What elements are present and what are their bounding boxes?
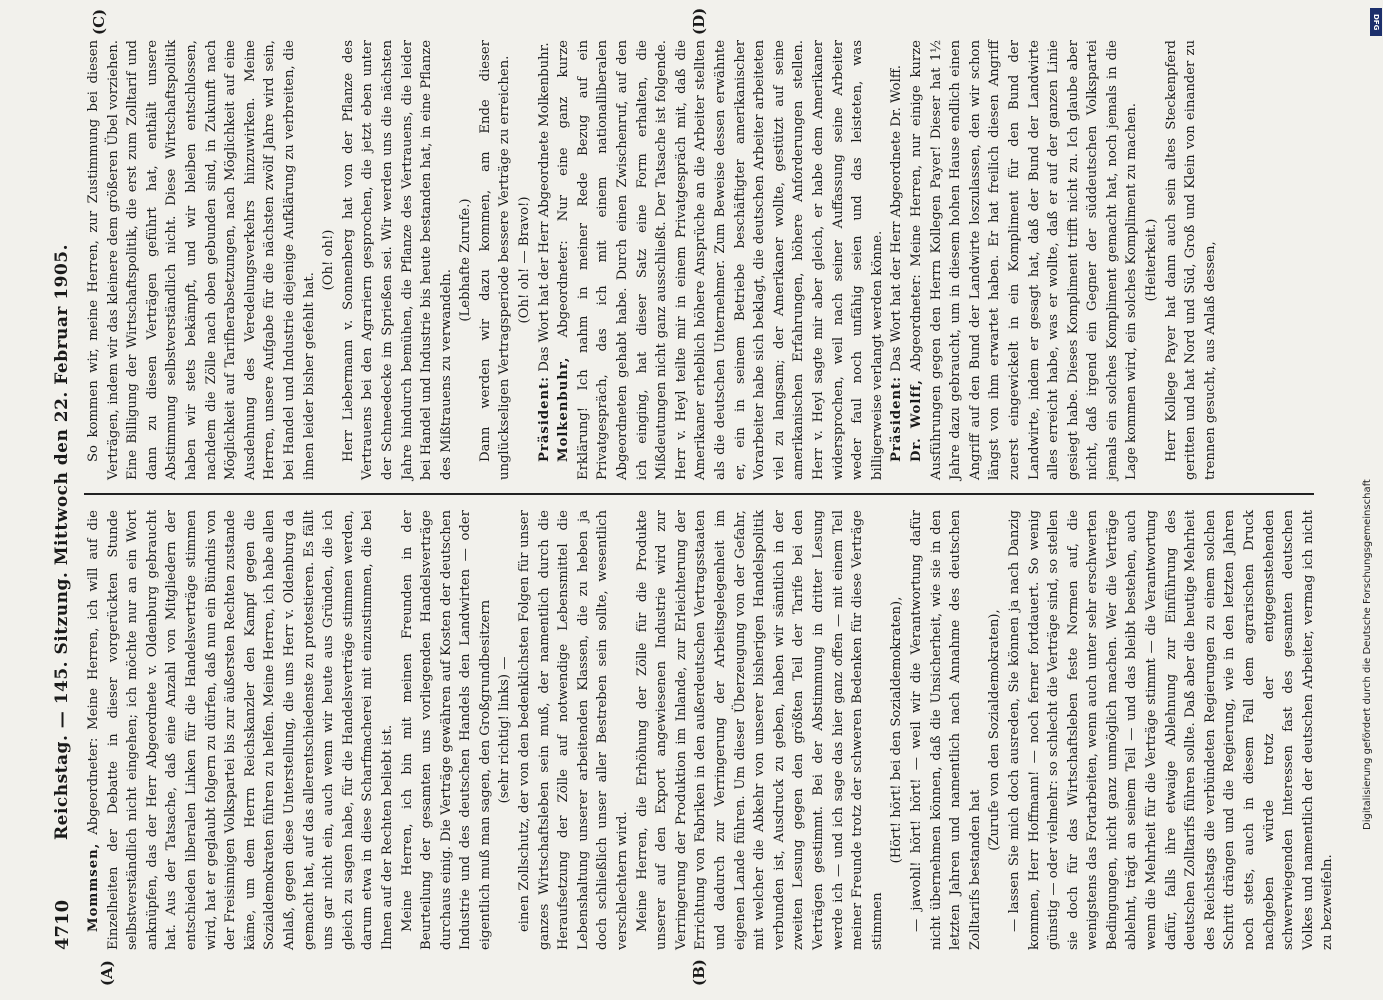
paragraph (339, 40, 457, 480)
paragraph (515, 510, 633, 950)
speaker-name: Mommsen, (86, 842, 101, 932)
column-divider (84, 493, 1314, 495)
paragraph (495, 510, 515, 950)
paragraph-text: — jawohl! hört! hört! — weil wir die Verantwortung dafür nicht übernehmen können, daß die Unsicherheit, wie sie in den letzten Jahren und namentlich nach Annahme des deutschen Zolltarifs bestanden hat (908, 510, 983, 950)
paragraph-text: einen Zollschutz, der von den bedenklichsten Folgen für unser ganzes Wirtschaftsleben sein muß, der namentlich durch die Heraufsetzung der Zölle auf notwendige Lebensmittel die Lebenshaltung unserer arbeitenden Klassen, die zu heben ja doch schließlich unser aller Bestreben sein sollte, wesentlich verschlechtern wird. (517, 510, 631, 950)
paragraph (319, 40, 339, 480)
paragraph-text: Herr Liebermann v. Sonnenberg hat von der Pflanze des Vertrauens bei den Agrariern gesprochen, die jetzt eben unter der Schneedecke im Sprießen sei. Wir werden uns die nächsten Jahre hindurch bemühen, die Pflanze des Vertrauens, die leider bei Handel und Industrie bis heute bestanden hat, in eine Pflanze des Mißtrauens zu verwandeln. (340, 40, 454, 480)
paragraph (398, 510, 496, 950)
paragraph (1005, 510, 1338, 950)
paragraph (633, 510, 888, 950)
speaker-name: Molkenbuhr, (556, 356, 572, 462)
speaker-name: Präsident: (536, 375, 552, 462)
paragraph-text: Abgeordneter: Nur eine ganz kurze Erklärung! Ich nahm in meiner Rede Bezug auf ein Privatgespräch, das ich mit einem nationalliberalen Abgeordneten gehabt habe. Durch einen Zwischenruf, auf den ich einging, hat dieser Satz eine Form erhalten, die Mißdeutungen nicht ganz ausschließt. Der Tatsache ist folgende. Herr v. Heyl teilte mir in einem Privatgespräch mit, daß die Amerikaner erheblich höhere Ansprüche an die Arbeiter stellten als die deutschen Unternehmer. Zum Beweise dessen erwähnte er, ein in seinem Betriebe beschäftigter amerikanischer Vorarbeiter habe sich beklagt, die deutschen Arbeiter arbeiteten viel zu langsam; der Amerikaner wollte, gestützt auf seine amerikanischen Erfahrungen, höhere Anforderungen stellen. Herr v. Heyl sagte mir aber gleich, er habe dem Amerikaner widersprochen, weil nach seiner Auffassung seine Arbeiter weder faul noch unfähig seien und das leisteten, was billigerweise verlangt werden könne. (556, 40, 885, 480)
paragraph-text: (Lebhafte Zurufe.) (458, 198, 474, 322)
paragraph (887, 510, 907, 950)
paragraph (84, 510, 398, 950)
margin-mark-a: (A) (98, 960, 116, 986)
paragraph-text: (Hört! hört! bei den Sozialdemokraten), (889, 596, 905, 864)
margin-mark-c: (C) (90, 8, 108, 35)
paragraph-text: (sehr richtig! links) — (497, 656, 513, 804)
paragraph (907, 510, 985, 950)
paragraph-text: (Zurufe von den Sozialdemokraten), (987, 609, 1003, 851)
paragraph-text: Das Wort hat der Herr Abgeordnete Molkenbuhr. (536, 42, 552, 372)
digitization-credit: Digitalisierung gefördert durch die Deutsche Forschungsgemeinschaft (1362, 479, 1373, 830)
paragraph-text: — lassen Sie mich doch ausreden, Sie können ja nach Danzig kommen, Herr Hoffmann! — noch ferner fortdauert. So wenig günstig — oder vielmehr: so schlecht die Verträge sind, so stellen sie doch für das Wirtschaftsleben feste Normen auf, die wenigstens das Fortarbeiten, wenn auch unter sehr erschwerten Bedingungen, nicht ganz unmöglich machen. Wer die Verträge ablehnt, trägt an seinem Teil — und das bleibt bestehen, auch wenn die Mehrheit für die Verträge stimmt — die Verantwortung dafür, falls ihre etwaige Ablehnung zur Einführung des deutschen Zolltarifs führen sollte. Daß aber die heutige Mehrheit des Reichstags die verbündeten Regierungen zu einem solchen Schritt drängen und die Regierung, wie in den letzten Jahren noch stets, auch in diesem Fall dem agrarischen Druck nachgeben würde trotz der entgegenstehenden schwerwiegenden Interessen fast des gesamten deutschen Volkes und namentlich der deutschen Arbeiter, vermag ich nicht zu bezweifeln. (1006, 510, 1336, 950)
paragraph (1162, 40, 1221, 480)
paragraph (476, 40, 515, 480)
paragraph (554, 40, 887, 480)
paragraph (456, 40, 476, 480)
paragraph-text: (Oh! oh!) (321, 229, 337, 291)
right-text-column (84, 40, 1314, 480)
margin-mark-d: (D) (690, 7, 708, 35)
paragraph-text: (Oh! oh! — Bravo!) (517, 196, 533, 324)
speaker-name: Dr. Wolff, (908, 379, 924, 462)
paragraph (887, 40, 907, 480)
running-head: Reichstag. — 145. Sitzung. Mittwoch den 22. Februar 1905. (52, 243, 72, 840)
paragraph-text: (Heiterkeit.) (1144, 218, 1160, 302)
paragraph-text: Dann werden wir dazu kommen, am Ende dieser unglückseligen Vertragsperiode bessere Verträge zu erreichen. (477, 40, 513, 480)
paragraph-text: Meine Herren, die Erhöhung der Zölle für die Produkte unserer auf den Export angewiesenen Industrie wird zur Verringerung der Produktion im Inlande, zur Erleichterung der Errichtung von Fabriken in den außerdeutschen Vertragsstaaten und dadurch zur Verringerung der Arbeitsgelegenheit im eigenen Lande führen. Um dieser Überzeugung von der Gefahr, mit welcher die Abkehr von unserer bisherigen Handelspolitik verbunden ist, Ausdruck zu geben, haben wir sämtlich in der zweiten Lesung gegen den größten Teil der Tarife bei den Verträgen gestimmt. Bei der Abstimmung in dritter Lesung werde ich — und ich sage das hier ganz offen — mit einem Teil meiner Freunde trotz der schweren Bedenken für diese Verträge stimmen (634, 510, 885, 950)
paragraph (907, 40, 1142, 480)
paragraph-text: Das Wort hat der Herr Abgeordnete Dr. Wolff. (889, 65, 905, 372)
rotated-document-page (50, 7, 1350, 986)
paragraph (1142, 40, 1162, 480)
paragraph-text: Meine Herren, ich bin mit meinen Freunden in der Beurteilung der gesamten uns vorliegenden Handelsverträge durchaus einig. Die Verträge gewähren auf Kosten der deutschen Industrie und des deutschen Handels den Landwirten — oder eigentlich muß man sagen, den Großgrundbesitzern (399, 510, 493, 950)
dfg-logo: DFG (1370, 8, 1382, 36)
paragraph (985, 510, 1005, 950)
margin-mark-b: (B) (690, 959, 708, 986)
paragraph-text: Abgeordneter: Meine Herren, nur einige kurze Ausführungen gegen den Herrn Kollegen Payer! Dieser hat 1½ Jahre dazu gebraucht, um in diesem hohen Hause endlich einen Angriff auf den Bund der Landwirte loszulassen, den wir schon längst von ihm erwartet haben. Er hat freilich diesen Angriff zuerst eingewickelt in ein Kompliment für den Bund der Landwirte, indem er gesagt hat, daß der Bund der Landwirte alles erreicht habe, was er wollte, daß er auf der ganzen Linie gesiegt habe. Dieses Kompliment trifft nicht zu. Ich glaube aber nicht, daß irgend ein Gegner der süddeutschen Volkspartei jemals ein solches Kompliment gemacht hat, noch jemals in die Lage kommen wird, ein solches Kompliment zu machen. (908, 40, 1140, 480)
speaker-name: Präsident: (889, 375, 905, 462)
page-number: 4710 (52, 899, 73, 950)
page-header (50, 40, 78, 950)
left-text-column (84, 510, 1336, 950)
paragraph-text: So kommen wir, meine Herren, zur Zustimmung bei diesen Verträgen, indem wir das kleinere dem größeren Übel vorziehen. Eine Billigung der Wirtschaftspolitik, die erst zum Zolltarif und dann zu diesen Verträgen geführt hat, enthält unsere Abstimmung selbstverständlich nicht. Diese Wirtschaftspolitik haben wir stets bekämpft, und wir bleiben entschlossen, nachdem die Zölle nach oben gebunden sind, in Zukunft nach Möglichkeit auf Tarifherabsetzungen, nach Möglichkeit auf eine Ausdehnung des Veredelungsverkehrs hinzuwirken. Meine Herren, unsere Aufgabe für die nächsten zwölf Jahre wird sein, bei Handel und Industrie diejenige Aufklärung zu verbreiten, die ihnen leider bisher gefehlt hat. (86, 40, 317, 480)
paragraph-text: Herr Kollege Payer hat dann auch sein altes Steckenpferd geritten und hat Nord und Süd, Groß und Klein von einander zu trennen gesucht, aus Anlaß dessen, (1163, 40, 1218, 480)
paragraph (84, 40, 319, 480)
paragraph (535, 40, 555, 480)
paragraph-text: Abgeordneter: Meine Herren, ich will auf die Einzelheiten der Debatte in dieser vorgerückten Stunde selbstverständlich nicht eingehen; ich möchte nur an ein Wort anknüpfen, das der Herr Abgeordnete v. Oldenburg gebraucht hat. Aus der Tatsache, daß eine Anzahl von Mitgliedern der entschieden liberalen Linken für die Handelsverträge stimmen wird, hat er geglaubt folgern zu dürfen, daß nun ein Bündnis von der Freisinnigen Volkspartei bis zur äußersten Rechten zustande käme, um dem Herrn Reichskanzler den Kampf gegen die Sozialdemokraten führen zu helfen. Meine Herren, ich habe allen Anlaß, gegen diese Unterstellung, die uns Herr v. Oldenburg da gemacht hat, auf das allerentschiedenste zu protestieren. Es fällt uns gar nicht ein, auch wenn wir heute aus Gründen, die ich gleich zu sagen habe, für die Handelsverträge stimmen werden, darum etwa in diese Scharfmacherei mit einzustimmen, die bei Ihnen auf der Rechten beliebt ist. (86, 510, 395, 950)
paragraph (515, 40, 535, 480)
